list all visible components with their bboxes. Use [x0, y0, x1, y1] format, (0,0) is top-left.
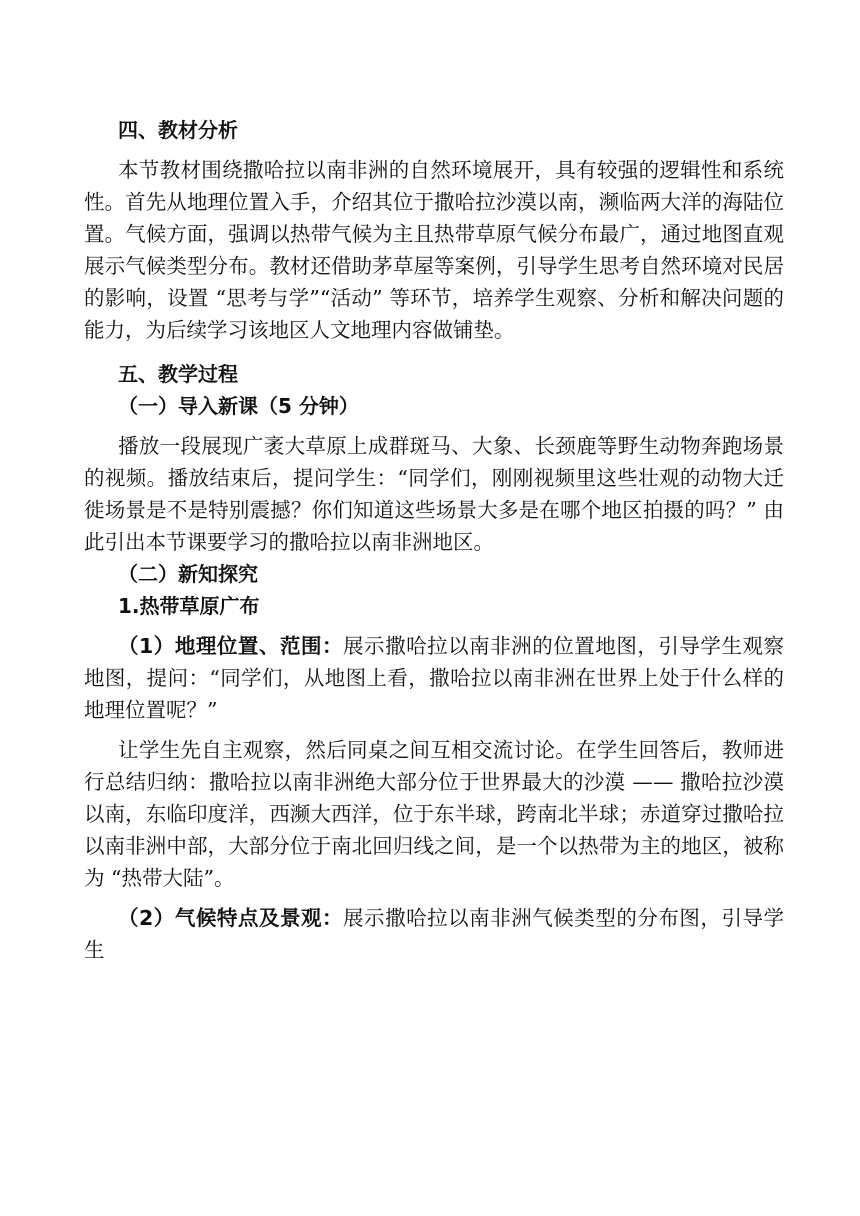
introduction-paragraph: 播放一段展现广袤大草原上成群斑马、大象、长颈鹿等野生动物奔跑场景的视频。播放结束后，提问学生：“同学们，刚刚视频里这些壮观的动物大迁徙场景是不是特别震撼？你们知道这些场景大多是在哪个地区拍摄的吗？” 由此引出本节课要学习的撒哈拉以南非洲地区。: [84, 434, 784, 554]
textbook-analysis-paragraph: 本节教材围绕撒哈拉以南非洲的自然环境展开，具有较强的逻辑性和系统性。首先从地理位置入手，介绍其位于撒哈拉沙漠以南，濒临两大洋的海陆位置。气候方面，强调以热带气候为主且热带草原气候分布最广，通过地图直观展示气候类型分布。教材还借助茅草屋等案例，引导学生思考自然环境对民居的影响，设置 “思考与学”“活动” 等环节，培养学生观察、分析和解决问题的能力，为后续学习该地区人文地理内容做铺垫。: [84, 158, 784, 342]
item-label-climate: （2）气候特点及景观：: [118, 906, 344, 930]
section-heading-textbook-analysis: 四、教材分析: [118, 118, 238, 142]
item-climate: [84, 902, 784, 966]
subsection-heading-new-knowledge: （二）新知探究: [118, 562, 258, 586]
summary-paragraph: 让学生先自主观察，然后同桌之间互相交流讨论。在学生回答后，教师进行总结归纳：撒哈拉以南非洲绝大部分位于世界最大的沙漠 —— 撒哈拉沙漠以南，东临印度洋，西濒大西洋，位于东半球，跨南北半球；赤道穿过撒哈拉以南非洲中部，大部分位于南北回归线之间，是一个以热带为主的地区，被称为 “热带大陆”。: [84, 738, 784, 890]
item-text-geographic-location: 展示撒哈拉以南非洲的位置地图，引导学生观察地图，提问：“同学们，从地图上看，撒哈拉以南非洲在世界上处于什么样的地理位置呢？”: [84, 634, 785, 722]
item-geographic-location: [84, 630, 784, 726]
topic-heading-savanna: 1.热带草原广布: [118, 594, 260, 618]
item-label-geographic-location: （1）地理位置、范围：: [118, 634, 344, 658]
document-content: [84, 114, 784, 966]
subsection-heading-introduction: （一）导入新课（5 分钟）: [118, 394, 359, 418]
section-heading-teaching-process: 五、教学过程: [118, 362, 238, 386]
item-text-climate: 展示撒哈拉以南非洲气候类型的分布图，引导学生: [84, 906, 785, 962]
